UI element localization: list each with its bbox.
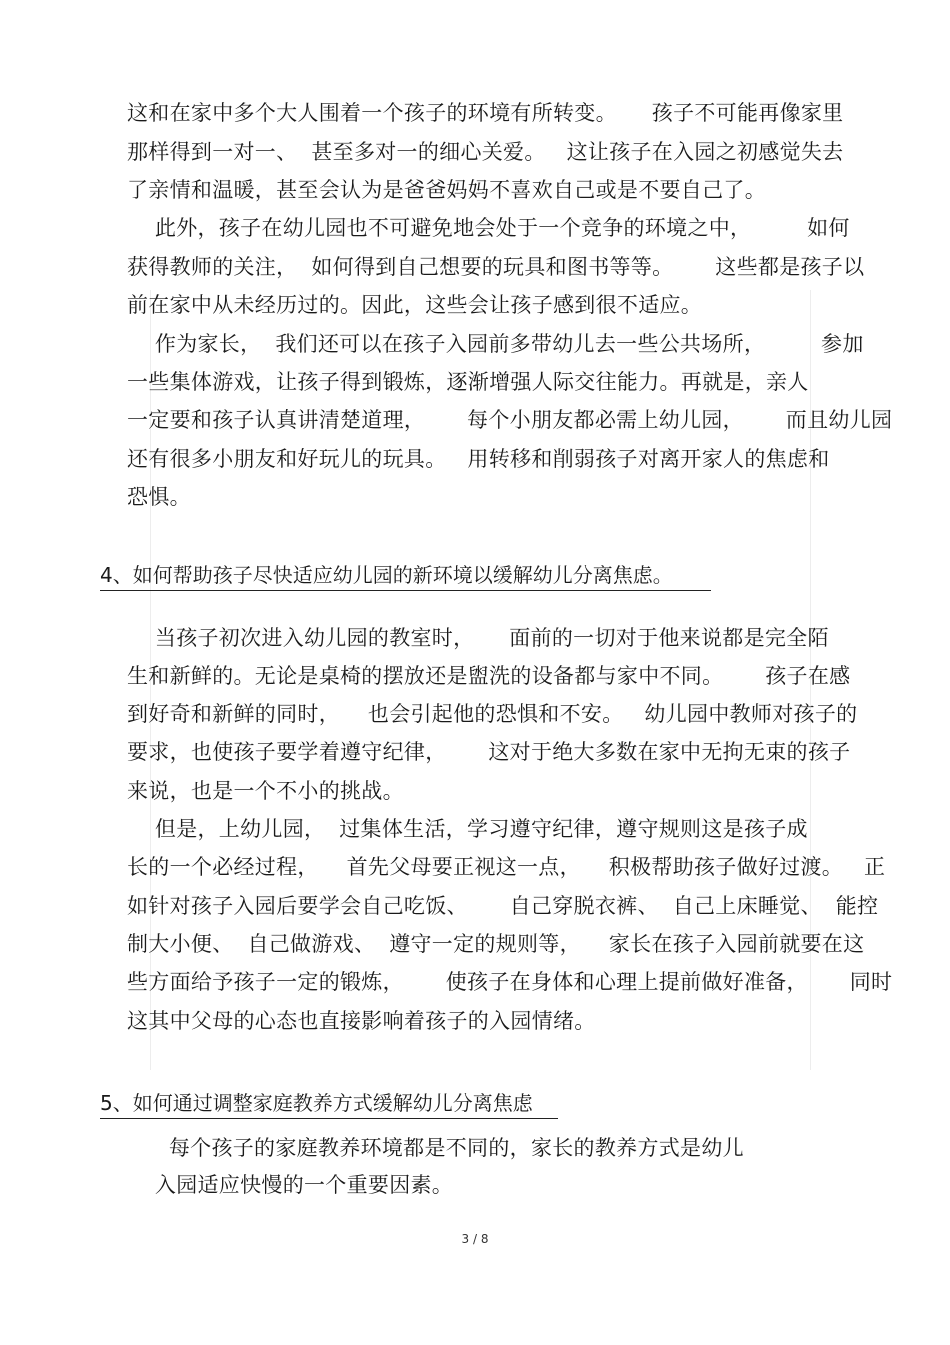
paragraph-5-line-2: 长的一个必经过程， 首先父母要正视这一点， 积极帮助孩子做好过渡。 正 <box>127 855 886 879</box>
paragraph-2-line-3: 前在家中从未经历过的。因此，这些会让孩子感到很不适应。 <box>127 293 703 317</box>
paragraph-1-line-2: 那样得到一对一、 甚至多对一的细心关爱。 这让孩子在入园之初感觉失去 <box>127 140 844 164</box>
page-number: 3 / 8 <box>461 1232 489 1246</box>
paragraph-5-line-4: 制大小便、 自己做游戏、 遵守一定的规则等， 家长在孩子入园前就要在这 <box>127 932 865 956</box>
paragraph-4-line-5: 来说，也是一个不小的挑战。 <box>127 779 404 803</box>
paragraph-4-line-1: 当孩子初次进入幼儿园的教室时， 面前的一切对于他来说都是完全陌 <box>127 626 829 650</box>
paragraph-2-line-2: 获得教师的关注， 如何得到自己想要的玩具和图书等等。 这些都是孩子以 <box>127 255 865 279</box>
paragraph-1-line-3: 了亲情和温暖，甚至会认为是爸爸妈妈不喜欢自己或是不要自己了。 <box>127 178 766 202</box>
paragraph-3-line-1: 作为家长， 我们还可以在孩子入园前多带幼儿去一些公共场所， 参加 <box>127 332 864 356</box>
paragraph-2-line-1: 此外，孩子在幼儿园也不可避免地会处于一个竞争的环境之中， 如何 <box>127 216 850 240</box>
paragraph-5-line-1: 但是，上幼儿园， 过集体生活，学习遵守纪律，遵守规则这是孩子成 <box>127 817 808 841</box>
paragraph-5-line-3: 如针对孩子入园后要学会自己吃饭、 自己穿脱衣裤、 自己上床睡觉、 能控 <box>127 894 879 918</box>
section-heading-5: 5、如何通过调整家庭教养方式缓解幼儿分离焦虑 <box>100 1090 558 1119</box>
paragraph-1-line-1: 这和在家中多个大人围着一个孩子的环境有所转变。 孩子不可能再像家里 <box>127 101 844 125</box>
paragraph-3-line-2: 一些集体游戏，让孩子得到锻炼，逐渐增强人际交往能力。再就是，亲人 <box>127 370 809 394</box>
section-heading-4: 4、如何帮助孩子尽快适应幼儿园的新环境以缓解幼儿分离焦虑。 <box>100 562 711 591</box>
paragraph-3-line-4: 还有很多小朋友和好玩儿的玩具。 用转移和削弱孩子对离开家人的焦虑和 <box>127 447 830 471</box>
paragraph-5-line-5: 些方面给予孩子一定的锻炼， 使孩子在身体和心理上提前做好准备， 同时 <box>127 970 893 994</box>
paragraph-4-line-4: 要求，也使孩子要学着遵守纪律， 这对于绝大多数在家中无拘无束的孩子 <box>127 740 851 764</box>
paragraph-5-line-6: 这其中父母的心态也直接影响着孩子的入园情绪。 <box>127 1009 596 1033</box>
paragraph-3-line-5: 恐惧。 <box>127 485 191 509</box>
paragraph-4-line-2: 生和新鲜的。无论是桌椅的摆放还是盥洗的设备都与家中不同。 孩子在感 <box>127 664 851 688</box>
paragraph-6-line-1: 每个孩子的家庭教养环境都是不同的，家长的教养方式是幼儿 <box>127 1136 744 1160</box>
paragraph-3-line-3: 一定要和孩子认真讲清楚道理， 每个小朋友都必需上幼儿园， 而且幼儿园 <box>127 408 893 432</box>
paragraph-6-line-2: 入园适应快慢的一个重要因素。 <box>127 1173 454 1197</box>
paragraph-4-line-3: 到好奇和新鲜的同时， 也会引起他的恐惧和不安。 幼儿园中教师对孩子的 <box>127 702 858 726</box>
